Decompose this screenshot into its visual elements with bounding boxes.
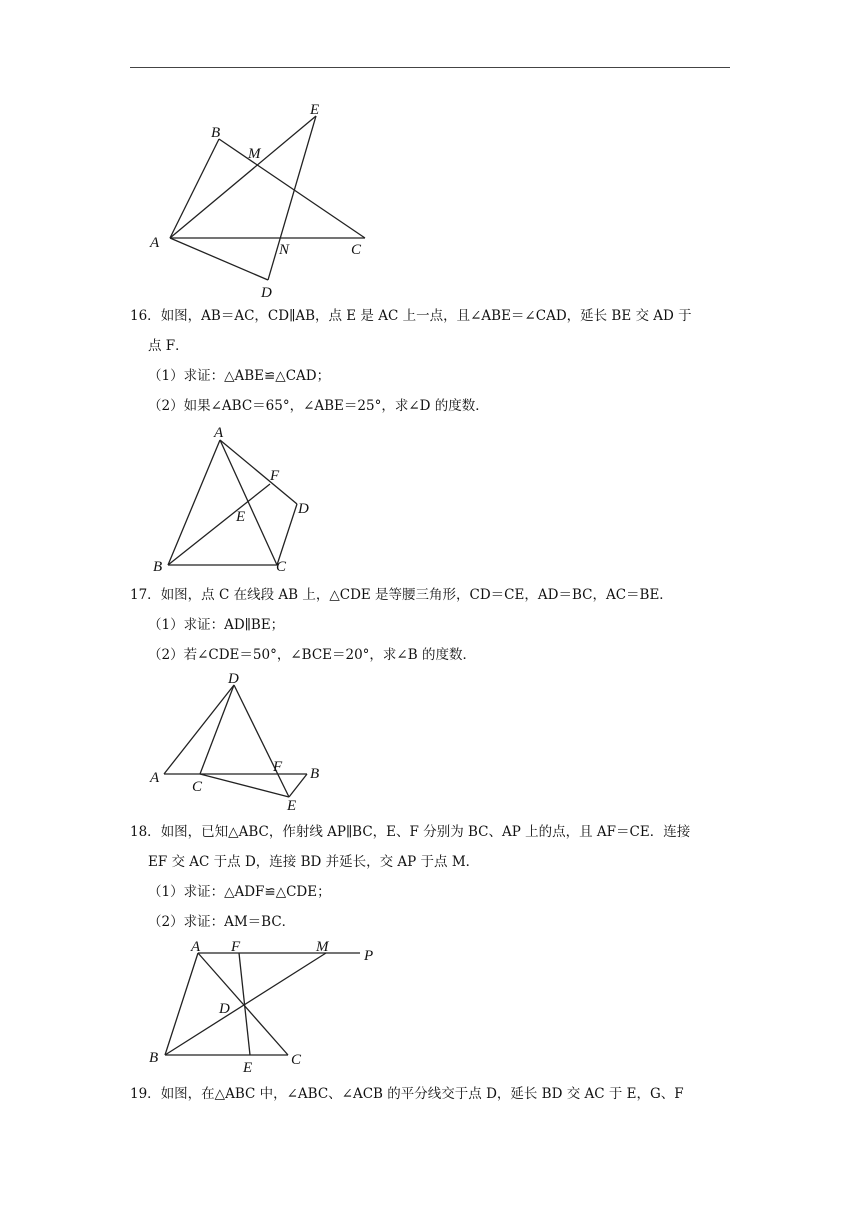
label-a: A (150, 770, 160, 786)
problem-16-line-2: 点 F． (148, 338, 189, 354)
label-p: P (364, 948, 374, 964)
segment-ac (220, 440, 277, 565)
segment-bc (219, 139, 365, 238)
label-e: E (236, 509, 246, 525)
label-c: C (351, 242, 362, 258)
label-e: E (310, 102, 320, 118)
segment-cd (200, 685, 234, 774)
header-rule (130, 67, 730, 68)
label-d: D (219, 1001, 230, 1017)
problem-16-part-1: （1）求证：△ABE≌△CAD； (148, 368, 331, 384)
label-a: A (214, 425, 224, 441)
label-d: D (298, 501, 309, 517)
segment-de (234, 685, 289, 797)
label-f: F (270, 468, 280, 484)
problem-18-part-1: （1）求证：△ADF≌△CDE； (148, 884, 331, 900)
label-a: A (150, 235, 160, 251)
problem-16-part-2: （2）如果∠ABC＝65°，∠ABE＝25°，求∠D 的度数． (148, 398, 489, 414)
label-n: N (279, 242, 290, 258)
segment-ab (165, 953, 198, 1055)
label-d: D (261, 285, 272, 301)
segment-bf (168, 484, 270, 565)
problem-17-part-1: （1）求证：AD∥BE； (148, 617, 285, 633)
figure-18 (145, 935, 385, 1075)
problem-18-part-2: （2）求证：AM＝BC． (148, 914, 296, 930)
segment-ad (170, 238, 268, 280)
problem-16-line-1: 16．如图，AB＝AC，CD∥AB，点 E 是 AC 上一点，且∠ABE＝∠CAD，延长 BE 交 AD 于 (130, 308, 692, 324)
segment-ce (200, 774, 289, 797)
label-f: F (273, 759, 283, 775)
problem-19-line-1: 19．如图，在△ABC 中，∠ABC、∠ACB 的平分线交于点 D，延长 BD 交 AC 于 E，G、F (130, 1086, 684, 1102)
figure-17 (145, 668, 335, 813)
label-b: B (153, 559, 163, 575)
label-f: F (231, 939, 241, 955)
label-d: D (228, 671, 239, 687)
segment-cd (277, 504, 297, 565)
segment-ae (170, 116, 316, 238)
segment-ab (170, 139, 219, 238)
label-c: C (291, 1052, 302, 1068)
figure-16 (145, 420, 325, 580)
label-m: M (248, 146, 261, 162)
segment-ad (164, 685, 234, 774)
label-c: C (192, 779, 203, 795)
label-b: B (310, 766, 320, 782)
label-e: E (243, 1060, 253, 1076)
segment-ad (220, 440, 297, 504)
label-c: C (276, 559, 287, 575)
segment-ab (168, 440, 220, 565)
problem-17-part-2: （2）若∠CDE＝50°，∠BCE＝20°，求∠B 的度数． (148, 647, 476, 663)
segment-ed (268, 116, 316, 280)
figure-15 (140, 95, 400, 305)
label-m: M (316, 939, 329, 955)
label-b: B (211, 125, 221, 141)
problem-18-line-1: 18．如图，已知△ABC，作射线 AP∥BC，E、F 分别为 BC、AP 上的点，且 AF＝CE．连接 (130, 824, 691, 840)
segment-bm (165, 953, 326, 1055)
segment-be (289, 774, 307, 797)
problem-18-line-2: EF 交 AC 于点 D，连接 BD 并延长，交 AP 于点 M． (148, 854, 480, 870)
label-b: B (149, 1050, 159, 1066)
segment-ac (198, 953, 288, 1055)
label-a: A (191, 939, 201, 955)
problem-17-line-1: 17．如图，点 C 在线段 AB 上，△CDE 是等腰三角形，CD＝CE，AD＝BC，AC＝BE． (130, 587, 673, 603)
label-e: E (287, 798, 297, 814)
